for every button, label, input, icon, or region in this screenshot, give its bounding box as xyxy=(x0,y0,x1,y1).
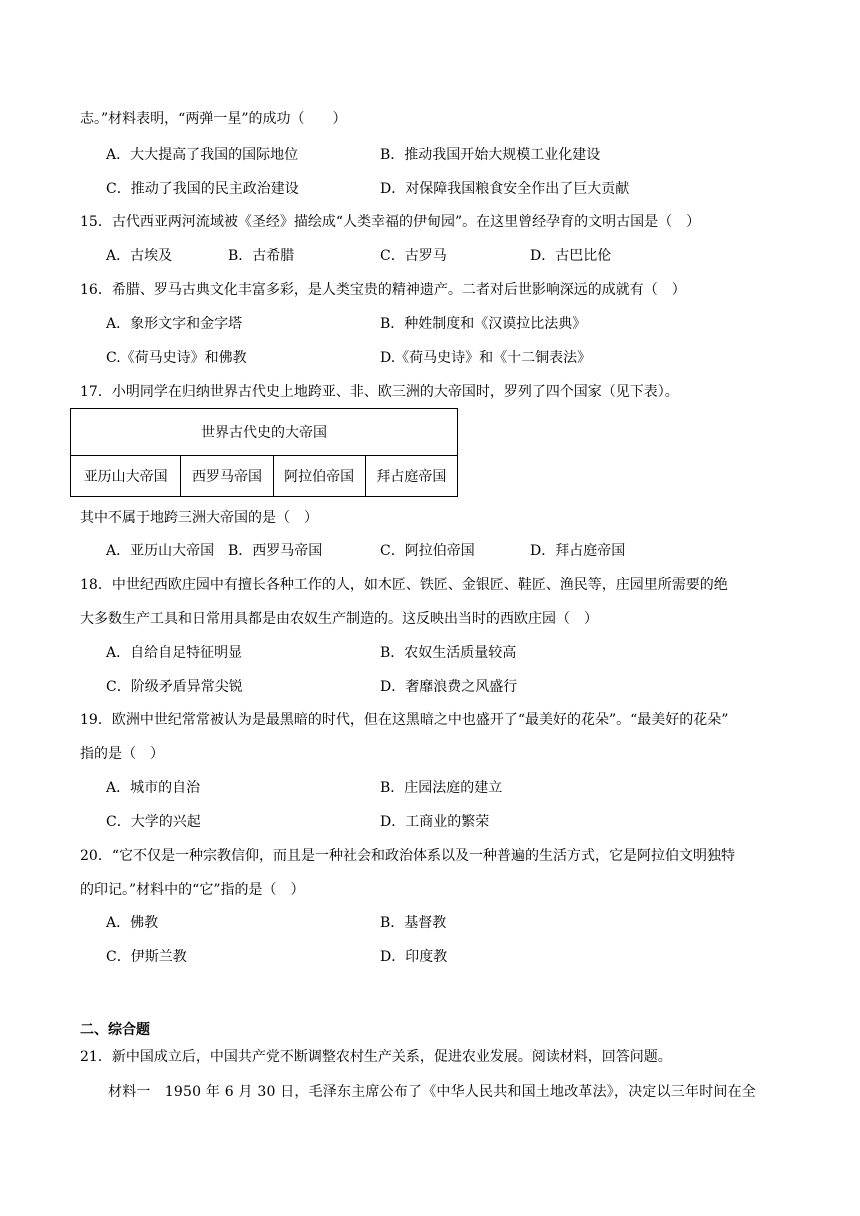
q18-option-c: C．阶级矛盾异常尖锐 xyxy=(106,679,243,695)
q19-option-c: C．大学的兴起 xyxy=(106,814,201,830)
q19-stem-line-1: 19．欧洲中世纪常常被认为是最黑暗的时代，但在这黑暗之中也盛开了“最美好的花朵”。“最美好的花朵” xyxy=(80,712,729,728)
q15-stem: 15．古代西亚两河流域被《圣经》描绘成“人类幸福的伊甸园”。在这里曾经孕育的文明古国是（ ） xyxy=(80,214,701,230)
q19-stem-line-2: 指的是（ ） xyxy=(80,746,164,762)
empire-table xyxy=(70,408,458,497)
section-title: 二、综合题 xyxy=(80,1022,150,1038)
q16-option-a: A．象形文字和金字塔 xyxy=(106,316,243,332)
q17-option-b: B．西罗马帝国 xyxy=(228,543,323,559)
q14-option-b: B．推动我国开始大规模工业化建设 xyxy=(380,147,601,163)
q15-option-d: D．古巴比伦 xyxy=(530,248,612,264)
empire-table-cell: 阿拉伯帝国 xyxy=(273,456,365,497)
q19-option-b: B．庄园法庭的建立 xyxy=(380,780,503,796)
q16-option-d: D.《荷马史诗》和《十二铜表法》 xyxy=(380,350,592,366)
q18-option-b: B．农奴生活质量较高 xyxy=(380,645,517,661)
q19-option-d: D．工商业的繁荣 xyxy=(380,814,490,830)
q21-material-1: 材料一 1950 年 6 月 30 日，毛泽东主席公布了《中华人民共和国土地改革法》，决定以三年时间在全 xyxy=(108,1084,756,1100)
empire-table-cell: 亚历山大帝国 xyxy=(71,456,181,497)
q20-option-c: C．伊斯兰教 xyxy=(106,949,187,965)
q17-option-c: C．阿拉伯帝国 xyxy=(380,543,475,559)
q17-option-d: D．拜占庭帝国 xyxy=(530,543,626,559)
empire-table-cell: 拜占庭帝国 xyxy=(365,456,457,497)
q14-option-d: D．对保障我国粮食安全作出了巨大贡献 xyxy=(380,181,630,197)
q14-option-c: C．推动了我国的民主政治建设 xyxy=(106,181,299,197)
q17-stem: 17．小明同学在归纳世界古代史上地跨亚、非、欧三洲的大帝国时，罗列了四个国家（见下表）。 xyxy=(80,384,679,400)
empire-table-cell: 西罗马帝国 xyxy=(181,456,273,497)
q17-question: 其中不属于地跨三洲大帝国的是（ ） xyxy=(80,510,318,526)
q17-option-a: A．亚历山大帝国 xyxy=(106,543,215,559)
q18-option-d: D．奢靡浪费之风盛行 xyxy=(380,679,518,695)
q16-option-b: B．种姓制度和《汉谟拉比法典》 xyxy=(380,316,587,332)
q20-stem-line-2: 的印记。”材料中的“它”指的是（ ） xyxy=(80,882,305,898)
q15-option-b: B．古希腊 xyxy=(228,248,295,264)
q16-stem: 16．希腊、罗马古典文化丰富多彩，是人类宝贵的精神遗产。二者对后世影响深远的成就有（ ） xyxy=(80,282,686,298)
q20-option-b: B．基督教 xyxy=(380,915,447,931)
q20-option-d: D．印度教 xyxy=(380,949,448,965)
q21-stem: 21．新中国成立后，中国共产党不断调整农村生产关系，促进农业发展。阅读材料，回答问题。 xyxy=(80,1049,672,1065)
q19-option-a: A．城市的自治 xyxy=(106,780,201,796)
q16-option-c: C.《荷马史诗》和佛教 xyxy=(106,350,247,366)
q18-stem-line-1: 18．中世纪西欧庄园中有擅长各种工作的人，如木匠、铁匠、金银匠、鞋匠、渔民等，庄园里所需要的绝 xyxy=(80,577,728,593)
q14-option-a: A．大大提高了我国的国际地位 xyxy=(106,147,299,163)
q18-option-a: A．自给自足特征明显 xyxy=(106,645,243,661)
q14-stem-tail: 志。”材料表明，“两弹一星”的成功（ ） xyxy=(80,111,347,127)
empire-table-header: 世界古代史的大帝国 xyxy=(71,409,458,456)
q20-option-a: A．佛教 xyxy=(106,915,159,931)
q20-stem-line-1: 20．“它不仅是一种宗教信仰，而且是一种社会和政治体系以及一种普遍的生活方式，它是阿拉伯文明独特 xyxy=(80,848,735,864)
q15-option-c: C．古罗马 xyxy=(380,248,447,264)
q15-option-a: A．古埃及 xyxy=(106,248,173,264)
q18-stem-line-2: 大多数生产工具和日常用具都是由农奴生产制造的。这反映出当时的西欧庄园（ ） xyxy=(80,611,598,627)
